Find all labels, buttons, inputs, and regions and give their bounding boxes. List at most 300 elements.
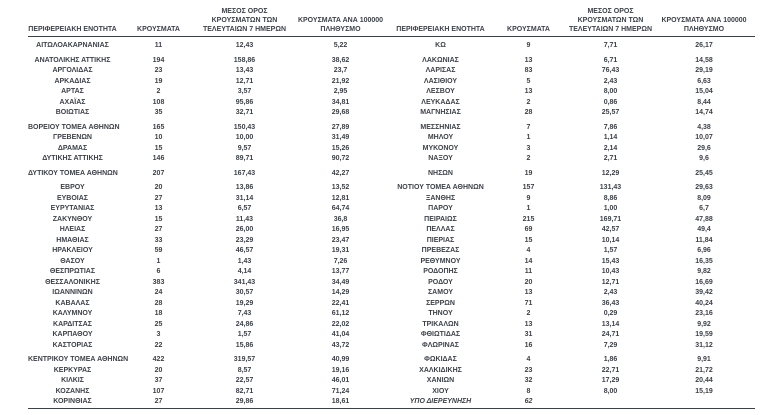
- per100k-cell: 49,4: [697, 226, 711, 233]
- region-name-cell: ΥΠΟ ΔΙΕΡΕΥΝΗΣΗ: [409, 398, 472, 405]
- region-name-cell: ΚΑΣΤΟΡΙΑΣ: [52, 341, 93, 349]
- cases-cell: 20: [154, 184, 163, 191]
- avg7-cell: 76,43: [601, 67, 620, 74]
- cases-cell: 2: [526, 310, 531, 317]
- table-row: [28, 87, 755, 98]
- avg7-cell: 6,57: [237, 205, 252, 212]
- table-row: [28, 56, 755, 67]
- table-row: [28, 309, 755, 320]
- cases-cell: 13: [524, 320, 533, 328]
- per100k-cell: 9,82: [697, 268, 711, 275]
- per100k-cell: 23,7: [333, 67, 348, 74]
- avg7-cell: 131,43: [599, 184, 622, 191]
- table-row: [28, 366, 755, 377]
- cases-cell: 18: [154, 310, 163, 317]
- per100k-cell: 40,24: [695, 299, 713, 307]
- per100k-cell: 13,52: [331, 184, 350, 191]
- per100k-cell: 11,84: [695, 236, 713, 244]
- region-name-cell: ΗΡΑΚΛΕΙΟΥ: [52, 247, 93, 254]
- per100k-cell: 41,04: [331, 331, 350, 338]
- cases-cell: 20: [524, 278, 533, 286]
- avg7-cell: 24,71: [601, 331, 620, 338]
- table-row: [28, 257, 755, 268]
- avg7-cell: 17,29: [601, 377, 620, 384]
- per100k-cell: 21,92: [331, 77, 350, 85]
- column-header-cases-right: ΚΡΟΥΣΜΑΤΑ: [489, 0, 568, 37]
- per100k-cell: 5,22: [333, 42, 348, 49]
- region-name-cell: ΠΕΙΡΑΙΩΣ: [424, 215, 457, 223]
- avg7-cell: 42,57: [601, 226, 620, 233]
- per100k-cell: 15,26: [331, 144, 350, 152]
- per100k-cell: 40,99: [331, 356, 350, 363]
- table-row: [28, 144, 755, 155]
- per100k-cell: 9,92: [697, 320, 711, 328]
- region-name-cell: ΚΑΒΑΛΑΣ: [55, 299, 90, 307]
- region-name-cell: ΤΗΝΟΥ: [428, 310, 453, 317]
- table-body: [28, 37, 755, 409]
- cases-cell: 24: [154, 289, 163, 296]
- region-name-cell: ΦΩΚΙΔΑΣ: [424, 356, 457, 363]
- region-name-cell: ΘΑΣΟΥ: [60, 257, 85, 265]
- per100k-cell: 6,63: [697, 77, 711, 85]
- per100k-cell: 15,19: [695, 387, 713, 395]
- cases-cell: 7: [526, 123, 531, 131]
- cases-cell: 194: [152, 56, 165, 64]
- per100k-cell: 29,68: [331, 109, 350, 116]
- region-name-cell: ΚΟΖΑΝΗΣ: [55, 387, 90, 395]
- region-name-cell: ΑΡΤΑΣ: [61, 88, 84, 95]
- region-name-cell: ΝΗΣΩΝ: [428, 169, 453, 177]
- cases-cell: 15: [154, 215, 163, 223]
- table-row: [28, 341, 755, 352]
- cases-cell: 108: [152, 98, 165, 106]
- per100k-cell: 22,02: [331, 320, 350, 328]
- cases-cell: 23: [524, 366, 533, 374]
- cases-cell: 62: [524, 398, 533, 405]
- region-name-cell: ΚΕΝΤΡΙΚΟΥ ΤΟΜΕΑ ΑΘΗΝΩΝ: [28, 356, 129, 363]
- avg7-cell: 6,71: [603, 56, 618, 64]
- cases-cell: 6: [156, 268, 161, 275]
- per100k-cell: 14,29: [331, 289, 350, 296]
- avg7-cell: 23,29: [235, 236, 254, 244]
- avg7-cell: 12,71: [235, 77, 254, 85]
- avg7-cell: 26,00: [235, 226, 254, 233]
- per100k-cell: 29,63: [695, 184, 713, 191]
- per100k-cell: 8,44: [697, 98, 711, 106]
- region-name-cell: ΡΟΔΟΠΗΣ: [423, 268, 458, 275]
- region-name-cell: ΖΑΚΥΝΘΟΥ: [52, 215, 93, 223]
- avg7-cell: 341,43: [233, 278, 256, 286]
- column-header-region-right: ΠΕΡΙΦΕΡΕΙΑΚΗ ΕΝΟΤΗΤΑ: [392, 0, 489, 37]
- per100k-cell: 14,58: [695, 56, 713, 64]
- region-name-cell: ΤΡΙΚΑΛΩΝ: [422, 320, 459, 328]
- avg7-cell: 10,14: [601, 236, 620, 244]
- avg7-cell: 319,57: [233, 356, 256, 363]
- per100k-cell: 14,74: [695, 109, 713, 116]
- cases-cell: 9: [526, 194, 531, 202]
- avg7-cell: 31,14: [235, 194, 254, 202]
- avg7-cell: [568, 397, 653, 408]
- cases-cell: 13: [524, 56, 533, 64]
- per100k-cell: 19,31: [331, 247, 350, 254]
- region-name-cell: ΗΜΑΘΙΑΣ: [56, 236, 89, 244]
- region-name-cell: ΡΕΘΥΜΝΟΥ: [420, 257, 461, 265]
- per100k-cell: 61,12: [331, 310, 350, 317]
- cases-cell: 19: [154, 77, 163, 85]
- region-name-cell: ΜΗΛΟΥ: [427, 134, 454, 141]
- region-name-cell: ΑΡΓΟΛΙΔΑΣ: [52, 67, 93, 74]
- per100k-cell: 23,47: [331, 236, 350, 244]
- region-name-cell: ΛΑΣΙΘΙΟΥ: [423, 77, 458, 85]
- avg7-cell: 169,71: [599, 215, 622, 223]
- region-name-cell: ΛΑΡΙΣΑΣ: [425, 67, 456, 74]
- region-name-cell: ΛΑΚΩΝΙΑΣ: [422, 56, 459, 64]
- per100k-cell: 2,95: [333, 88, 348, 95]
- per100k-cell: 27,89: [331, 123, 350, 131]
- avg7-cell: 13,86: [235, 184, 254, 191]
- per100k-cell: 19,16: [331, 366, 350, 374]
- column-header-avg7-right: ΜΕΣΟΣ ΟΡΟΣ ΚΡΟΥΣΜΑΤΩΝ ΤΩΝ ΤΕΛΕΥΤΑΙΩΝ 7 ΗΜΕΡΩΝ: [568, 0, 653, 37]
- table-row: [28, 288, 755, 299]
- region-name-cell: ΑΡΚΑΔΙΑΣ: [54, 77, 91, 85]
- avg7-cell: 10,00: [235, 134, 254, 141]
- avg7-cell: 19,29: [235, 299, 254, 307]
- avg7-cell: 2,43: [603, 77, 618, 85]
- avg7-cell: 8,00: [603, 387, 618, 395]
- table-row: [28, 108, 755, 119]
- table-row: [28, 66, 755, 77]
- cases-cell: 4: [526, 247, 531, 254]
- region-name-cell: ΑΝΑΤΟΛΙΚΗΣ ΑΤΤΙΚΗΣ: [34, 56, 111, 64]
- avg7-cell: 158,86: [233, 56, 256, 64]
- cases-cell: 16: [524, 341, 533, 349]
- region-name-cell: ΚΟΡΙΝΘΙΑΣ: [53, 398, 92, 405]
- table-row: [28, 133, 755, 144]
- per100k-cell: 29,19: [695, 67, 713, 74]
- avg7-cell: 12,43: [235, 42, 254, 49]
- cases-cell: 1: [526, 134, 531, 141]
- avg7-cell: 82,71: [235, 387, 254, 395]
- cases-cell: 383: [152, 278, 165, 286]
- cases-cell: 23: [154, 67, 163, 74]
- avg7-cell: 8,00: [603, 88, 618, 95]
- avg7-cell: 46,57: [235, 247, 254, 254]
- table-row: [28, 246, 755, 257]
- region-name-cell: ΧΑΝΙΩΝ: [426, 377, 455, 384]
- avg7-cell: 1,43: [237, 257, 252, 265]
- cases-cell: 8: [526, 387, 531, 395]
- cases-cell: 215: [522, 215, 535, 223]
- per100k-cell: 16,69: [695, 278, 713, 286]
- table-row: [28, 278, 755, 289]
- avg7-cell: 0,29: [603, 310, 618, 317]
- cases-cell: 165: [152, 123, 165, 131]
- cases-cell: 32: [524, 377, 533, 384]
- region-name-cell: ΚΩ: [435, 42, 446, 49]
- region-name-cell: ΚΕΡΚΥΡΑΣ: [53, 366, 92, 374]
- per100k-cell: 23,16: [695, 310, 713, 317]
- per100k-cell: 31,49: [331, 134, 350, 141]
- cases-cell: 3: [156, 331, 161, 338]
- cases-cell: 31: [524, 331, 533, 338]
- table-row: [28, 397, 755, 408]
- table-row: [28, 77, 755, 88]
- per100k-cell: 46,01: [331, 377, 350, 384]
- per100k-cell: 38,62: [331, 56, 350, 64]
- table-row: [28, 320, 755, 331]
- cases-cell: 13: [524, 88, 533, 95]
- table-row: [28, 376, 755, 387]
- cases-cell: 27: [154, 194, 163, 202]
- region-name-cell: ΣΑΜΟΥ: [427, 289, 453, 296]
- cases-cell: 5: [526, 77, 531, 85]
- region-name-cell: ΜΥΚΟΝΟΥ: [422, 144, 459, 152]
- table-row: [28, 215, 755, 226]
- cases-cell: 2: [156, 88, 161, 95]
- avg7-cell: 9,57: [237, 144, 252, 152]
- per100k-cell: 90,72: [331, 155, 350, 162]
- cases-cell: 11: [524, 268, 533, 275]
- per100k-cell: 16,35: [695, 257, 713, 265]
- cases-cell: 27: [154, 398, 163, 405]
- avg7-cell: 2,71: [603, 155, 618, 162]
- avg7-cell: 8,57: [237, 366, 252, 374]
- region-name-cell: ΣΕΡΡΩΝ: [426, 299, 455, 307]
- cases-cell: 4: [526, 356, 531, 363]
- region-name-cell: ΛΕΣΒΟΥ: [426, 88, 455, 95]
- region-name-cell: ΘΕΣΠΡΩΤΙΑΣ: [49, 268, 96, 275]
- avg7-cell: 1,00: [603, 205, 618, 212]
- region-name-cell: ΙΩΑΝΝΙΝΩΝ: [52, 289, 93, 296]
- cases-cell: 15: [524, 236, 533, 244]
- column-header-avg7-left: ΜΕΣΟΣ ΟΡΟΣ ΚΡΟΥΣΜΑΤΩΝ ΤΩΝ ΤΕΛΕΥΤΑΙΩΝ 7 ΗΜΕΡΩΝ: [200, 0, 289, 37]
- cases-cell: 1: [156, 257, 161, 265]
- table-row: [28, 194, 755, 205]
- cases-cell: 28: [524, 109, 533, 116]
- column-header-per100k-left: ΚΡΟΥΣΜΑΤΑ ΑΝΑ 100000 ΠΛΗΘΥΣΜΟ: [289, 0, 392, 37]
- table-row: [28, 169, 755, 180]
- avg7-cell: 12,71: [601, 278, 620, 286]
- region-name-cell: ΧΙΟΥ: [432, 387, 449, 395]
- region-name-cell: ΚΑΛΥΜΝΟΥ: [52, 310, 93, 317]
- region-name-cell: ΝΟΤΙΟΥ ΤΟΜΕΑ ΑΘΗΝΩΝ: [397, 184, 484, 191]
- cases-cell: 15: [154, 144, 163, 152]
- region-name-cell: ΚΑΡΔΙΤΣΑΣ: [53, 320, 92, 328]
- per100k-cell: 43,72: [331, 341, 350, 349]
- cases-cell: 107: [152, 387, 165, 395]
- avg7-cell: 7,71: [603, 42, 618, 49]
- cases-cell: 422: [152, 356, 165, 363]
- cases-cell: 11: [154, 42, 163, 49]
- avg7-cell: 150,43: [233, 123, 256, 131]
- avg7-cell: 4,14: [237, 268, 252, 275]
- cases-cell: 3: [526, 144, 531, 152]
- region-name-cell: ΕΒΡΟΥ: [60, 184, 85, 191]
- cases-cell: 1: [526, 205, 531, 212]
- table-row: [28, 330, 755, 341]
- region-name-cell: ΠΑΡΟΥ: [428, 205, 453, 212]
- table-row: [28, 236, 755, 247]
- cases-cell: 37: [154, 377, 163, 384]
- avg7-cell: 1,14: [603, 134, 618, 141]
- avg7-cell: 32,71: [235, 109, 254, 116]
- per100k-cell: 29,6: [697, 144, 711, 152]
- avg7-cell: 36,43: [601, 299, 620, 307]
- cases-cell: 2: [526, 98, 531, 106]
- region-name-cell: ΔΥΤΙΚΗΣ ΑΤΤΙΚΗΣ: [42, 155, 103, 162]
- avg7-cell: 30,57: [235, 289, 254, 296]
- region-name-cell: ΧΑΛΚΙΔΙΚΗΣ: [419, 366, 462, 374]
- region-name-cell: ΜΑΓΝΗΣΙΑΣ: [420, 109, 461, 116]
- per100k-cell: 18,61: [331, 398, 350, 405]
- cases-cell: 83: [524, 67, 533, 74]
- table-row: [28, 387, 755, 398]
- table-header: [28, 0, 755, 37]
- region-name-cell: ΜΕΣΣΗΝΙΑΣ: [420, 123, 461, 131]
- table-row: [28, 98, 755, 109]
- region-name-cell: ΦΛΩΡΙΝΑΣ: [422, 341, 459, 349]
- per100k-cell: 20,44: [695, 377, 713, 384]
- cases-cell: 25: [154, 320, 163, 328]
- avg7-cell: 2,14: [603, 144, 618, 152]
- cases-cell: 33: [154, 236, 163, 244]
- per100k-cell: 9,6: [699, 155, 709, 162]
- region-name-cell: ΑΧΑΪΑΣ: [59, 98, 86, 106]
- per100k-cell: 36,8: [333, 215, 348, 223]
- cases-cell: 14: [524, 257, 533, 265]
- per100k-cell: 26,17: [695, 42, 713, 49]
- per100k-cell: 19,59: [695, 331, 713, 338]
- per100k-cell: 34,81: [331, 98, 350, 106]
- avg7-cell: 10,43: [601, 268, 620, 275]
- avg7-cell: 1,57: [603, 247, 618, 254]
- cases-cell: 146: [152, 155, 165, 162]
- cases-cell: 20: [154, 366, 163, 374]
- cases-cell: 22: [154, 341, 163, 349]
- region-name-cell: ΝΑΞΟΥ: [428, 155, 453, 162]
- avg7-cell: 29,86: [235, 398, 254, 405]
- avg7-cell: 7,43: [237, 310, 252, 317]
- regional-cases-table: [28, 0, 755, 409]
- per100k-cell: 7,26: [333, 257, 348, 265]
- table-row: [28, 355, 755, 366]
- region-name-cell: ΔΡΑΜΑΣ: [57, 144, 88, 152]
- avg7-cell: 8,86: [603, 194, 618, 202]
- region-name-cell: ΛΕΥΚΑΔΑΣ: [421, 98, 460, 106]
- avg7-cell: 7,29: [603, 341, 618, 349]
- avg7-cell: 1,57: [237, 331, 252, 338]
- cases-cell: 13: [154, 205, 163, 212]
- per100k-cell: 15,04: [695, 88, 713, 95]
- avg7-cell: 15,86: [235, 341, 254, 349]
- region-name-cell: ΒΟΙΩΤΙΑΣ: [55, 109, 90, 116]
- table-row: [28, 204, 755, 215]
- region-name-cell: ΒΟΡΕΙΟΥ ΤΟΜΕΑ ΑΘΗΝΩΝ: [28, 123, 120, 131]
- avg7-cell: 89,71: [235, 155, 254, 162]
- per100k-cell: 8,09: [697, 194, 711, 202]
- region-name-cell: ΘΕΣΣΑΛΟΝΙΚΗΣ: [45, 278, 100, 286]
- cases-cell: 207: [152, 169, 165, 177]
- column-header-per100k-right: ΚΡΟΥΣΜΑΤΑ ΑΝΑ 100000 ΠΛΗΘΥΣΜΟ: [653, 0, 755, 37]
- per100k-cell: 31,12: [695, 341, 713, 349]
- per100k-cell: 16,95: [331, 226, 350, 233]
- table-row: [28, 123, 755, 134]
- cases-cell: 27: [154, 226, 163, 233]
- cases-cell: 19: [524, 169, 533, 177]
- region-name-cell: ΡΟΔΟΥ: [428, 278, 453, 286]
- avg7-cell: 25,57: [601, 109, 620, 116]
- per100k-cell: 12,81: [331, 194, 350, 202]
- avg7-cell: 2,43: [603, 289, 618, 296]
- avg7-cell: 13,43: [235, 67, 254, 74]
- region-name-cell: ΕΥΒΟΙΑΣ: [56, 194, 89, 202]
- per100k-cell: 9,91: [697, 356, 711, 363]
- cases-cell: 13: [524, 289, 533, 296]
- per100k-cell: 21,72: [695, 366, 713, 374]
- avg7-cell: 22,57: [235, 377, 254, 384]
- avg7-cell: 1,86: [603, 356, 618, 363]
- avg7-cell: 7,86: [603, 123, 618, 131]
- per100k-cell: 6,96: [697, 247, 711, 254]
- avg7-cell: 15,43: [601, 257, 620, 265]
- region-name-cell: ΚΑΡΠΑΘΟΥ: [52, 331, 93, 338]
- cases-cell: 10: [154, 134, 163, 141]
- region-name-cell: ΔΥΤΙΚΟΥ ΤΟΜΕΑ ΑΘΗΝΩΝ: [28, 169, 118, 177]
- region-name-cell: ΠΙΕΡΙΑΣ: [426, 236, 455, 244]
- region-name-cell: ΞΑΝΘΗΣ: [425, 194, 456, 202]
- avg7-cell: 13,14: [601, 320, 620, 328]
- region-name-cell: ΠΡΕΒΕΖΑΣ: [421, 247, 460, 254]
- cases-cell: 59: [154, 247, 163, 254]
- avg7-cell: 11,43: [235, 215, 254, 223]
- region-name-cell: ΗΛΕΙΑΣ: [59, 226, 86, 233]
- per100k-cell: 10,07: [695, 134, 713, 141]
- table-row: [28, 299, 755, 310]
- table-row: [28, 154, 755, 165]
- per100k-cell: 22,41: [331, 299, 350, 307]
- avg7-cell: 24,86: [235, 320, 254, 328]
- avg7-cell: 167,43: [233, 169, 256, 177]
- table-row: [28, 41, 755, 52]
- per100k-cell: 25,45: [695, 169, 713, 177]
- per100k-cell: 47,88: [695, 215, 713, 223]
- region-name-cell: ΓΡΕΒΕΝΩΝ: [53, 134, 92, 141]
- per100k-cell: 64,74: [331, 205, 350, 212]
- column-header-region-left: ΠΕΡΙΦΕΡΕΙΑΚΗ ΕΝΟΤΗΤΑ: [28, 0, 117, 37]
- avg7-cell: 95,86: [235, 98, 254, 106]
- per100k-cell: 39,42: [695, 289, 713, 296]
- cases-cell: 2: [526, 155, 531, 162]
- cases-cell: 9: [526, 42, 531, 49]
- region-name-cell: ΕΥΡΥΤΑΝΙΑΣ: [50, 205, 95, 212]
- table-row: [28, 267, 755, 278]
- region-name-cell: ΚΙΛΚΙΣ: [61, 377, 84, 384]
- per100k-cell: 4,38: [697, 123, 711, 131]
- per100k-cell: 42,27: [331, 169, 350, 177]
- column-header-cases-left: ΚΡΟΥΣΜΑΤΑ: [117, 0, 200, 37]
- avg7-cell: 12,29: [601, 169, 620, 177]
- per100k-cell: 6,7: [699, 205, 709, 212]
- per100k-cell: 71,24: [331, 387, 350, 395]
- region-name-cell: ΦΘΙΩΤΙΔΑΣ: [420, 331, 461, 338]
- cases-cell: 28: [154, 299, 163, 307]
- table-row: [28, 225, 755, 236]
- cases-cell: 71: [524, 299, 533, 307]
- table-row: [28, 183, 755, 194]
- avg7-cell: 3,57: [237, 88, 252, 95]
- per100k-cell: [653, 397, 755, 408]
- region-name-cell: ΠΕΛΛΑΣ: [426, 226, 455, 233]
